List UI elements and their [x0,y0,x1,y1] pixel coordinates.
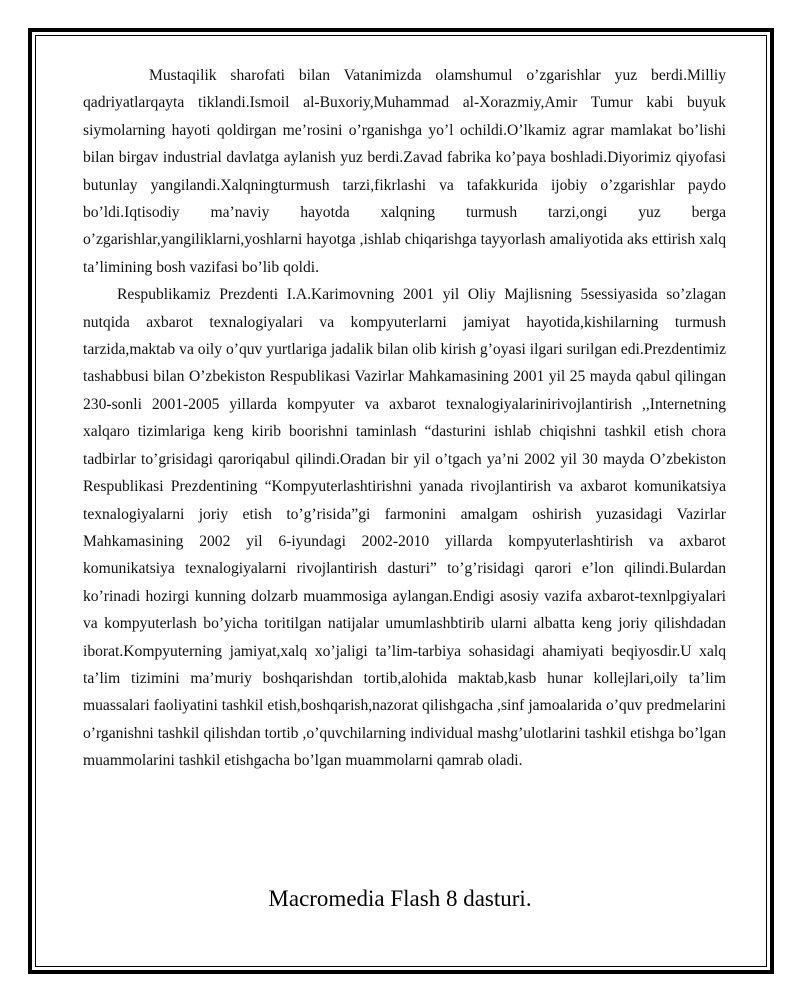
paragraph-computerization: Respublikamiz Prezdenti I.A.Karimovning 2001 yil Oliy Majlisning 5sessiyasida so’zlagan nutqida axbarot texnalogiyalari va kompyuterlarni jamiyat hayotida,kishilarning turmush tarzida,maktab va oily o’quv yurtlariga jadalik bilan olib kirish g’oyasi ilgari surilgan edi.Prezdentimiz tashabbusi bilan O’zbekiston Respublikasi Vazirlar Mahkamasining 2001 yil 25 mayda qabul qilingan 230-sonli 2001-2005 yillarda kompyuter va axbarot texnalogiyalarinirivojlantirish ,,Internetning xalqaro tizimlariga keng kirib boorishni taminlash “dasturini ishlab chiqishni tashkil etish chora tadbirlar to’grisidagi qaroriqabul qilindi.Oradan bir yil o’tgach ya’ni 2002 yil 30 mayda O’zbekiston Respublikasi Prezdentining “Kompyuterlashtirishni yanada rivojlantirish va axbarot komunikatsiya texnalogiyalarni joriy etish to’g’risida”gi farmonini amalgam oshirish yuzasidagi Vazirlar Mahkamasining 2002 yil 6-iyundagi 2002-2010 yillarda kompyuterlashtirish va axbarot komunikatsiya texnalogiyalarni rivojlantirish dasturi” to’g’risidagi qarori e’lon qilindi.Bulardan ko’rinadi hozirgi kunning dolzarb muammosiga aylangan.Endigi asosiy vazifa axbarot-texnlpgiyalari va kompyuterlash bo’yicha toritilgan natijalar umumlashbtirib ularni albatta keng joriy qilishdadan iborat.Kompyuterning jamiyat,xalq xo’jaligi ta’lim-tarbiya sohasidagi ahamiyati beqiyosdir.U xalq ta’lim tizimini ma’muriy boshqarishdan tortib,alohida maktab,kasb hunar kollejlari,oily ta’lim muassalari faoliyatini tashkil etish,boshqarish,nazorat qilishgacha ,sinf jamoalarida o’quv predmelarini o’rganishni tashkil qilishdan tortib ,o’quvchilarning individual mashg’ulotlarini tashkil etishga bo’lgan muammolarini tashkil etishgacha bo’lgan muammolarni qamrab oladi. [83,286,726,770]
section-heading: Macromedia Flash 8 dasturi. [268,886,532,911]
paragraph-independence: Mustaqilik sharofati bilan Vatanimizda olamshumul o’zgarishlar yuz berdi.Milliy qadriyatlarqayta tiklandi.Ismoil al-Buxoriy,Muhammad al-Xorazmiy,Amir Tumur kabi buyuk siymolarning hayoti qoldirgan me’rosini o’rganishga yo’l ochildi.O’lkamiz agrar mamlakat bo’lishi bilan birgav industrial davlatga aylanish yuz berdi.Zavad fabrika ko’paya boshladi.Diyorimiz qiyofasi butunlay yangilandi.Xalqningturmush tarzi,fikrlashi va tafakkurida ijobiy o’zgarishlar paydo bo’ldi.Iqtisodiy ma’naviy hayotda xalqning turmush tarzi,ongi yuz berga o’zgarishlar,yangiliklarni,yoshlarni hayotga ,ishlab chiqarishga tayyorlash amaliyotida aks ettirish xalq ta’limining bosh vazifasi bo’lib qoldi. [83,67,726,276]
document-body [83,62,726,775]
